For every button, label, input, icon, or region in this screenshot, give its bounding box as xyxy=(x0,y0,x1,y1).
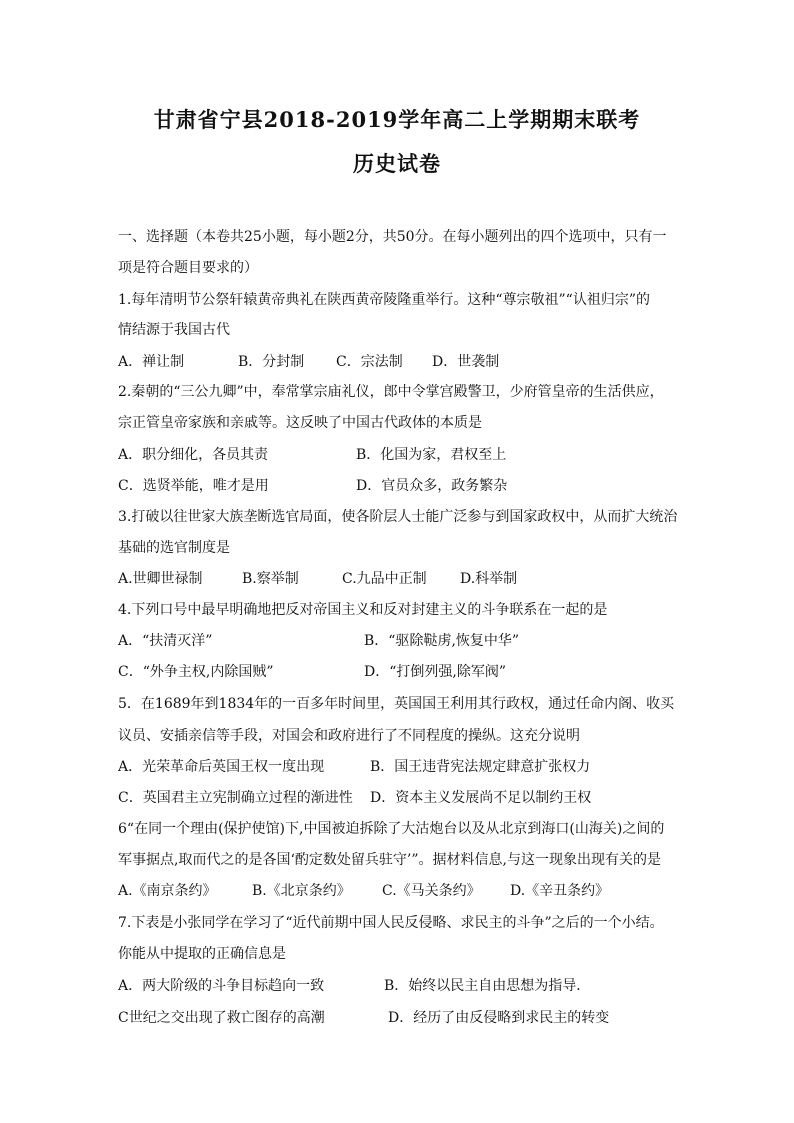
question-2-stem-line-1: 2.秦朝的“三公九卿”中，奉常掌宗庙礼仪，郎中令掌宫殿警卫，少府管皇帝的生活供应， xyxy=(118,384,664,400)
question-1-option-b: B．分封制 xyxy=(238,354,305,370)
question-6-option-a: A.《南京条约》 xyxy=(118,883,217,899)
question-7-stem-line-2: 你能从中提取的正确信息是 xyxy=(118,946,286,962)
exam-subject: 历史试卷 xyxy=(353,151,441,176)
question-6-stem-line-1: 6“在同一个理由(保护使馆)下,中国被迫拆除了大沽炮台以及从北京到海口(山海关)之间的 xyxy=(118,821,665,837)
question-6-stem-line-2: 军事据点,取而代之的是各国‘酌定数处留兵驻守’”。据材料信息,与这一现象出现有关的是 xyxy=(118,852,661,868)
question-3-stem-line-2: 基础的选官制度是 xyxy=(118,540,230,556)
question-2-option-c: C．选贤举能，唯才是用 xyxy=(118,478,269,494)
question-5-option-d: D．资本主义发展尚不足以制约王权 xyxy=(370,790,592,806)
question-3-option-b: B.察举制 xyxy=(242,571,299,587)
question-7-option-a: A．两大阶级的斗争目标趋向一致 xyxy=(118,978,325,994)
question-5-stem-line-1: 5．在1689年到1834年的一百多年时间里，英国国王利用其行政权，通过任命内阁、收买 xyxy=(118,696,675,712)
question-7-option-d: D．经历了由反侵略到求民主的转变 xyxy=(388,1010,610,1026)
exam-title: 甘肃省宁县2018-2019学年高二上学期期末联考 xyxy=(153,107,641,132)
section-instructions-line-1: 一、选择题（本卷共25小题，每小题2分，共50分。在每小题列出的四个选项中，只有一 xyxy=(118,229,667,245)
question-3-option-d: D.科举制 xyxy=(460,571,518,587)
question-4-option-a: A．“扶清灭洋” xyxy=(118,633,213,649)
question-5-option-b: B．国王违背宪法规定肆意扩张权力 xyxy=(370,759,591,775)
question-4-option-b: B．“驱除鞑虏,恢复中华” xyxy=(364,633,520,649)
question-6-option-c: C.《马关条约》 xyxy=(382,883,481,899)
question-5-option-c: C．英国君主立宪制确立过程的渐进性 xyxy=(118,790,353,806)
question-1-option-a: A．禅让制 xyxy=(118,354,185,370)
question-3-option-a: A.世卿世禄制 xyxy=(118,571,203,587)
question-2-stem-line-2: 宗正管皇帝家族和亲戚等。这反映了中国古代政体的本质是 xyxy=(118,415,482,431)
question-7-stem-line-1: 7.下表是小张同学在学习了“近代前期中国人民反侵略、求民主的斗争”之后的一个小结。 xyxy=(118,915,664,931)
question-4-option-c: C．“外争主权,内除国贼” xyxy=(118,664,274,680)
question-1-option-c: C．宗法制 xyxy=(336,354,403,370)
question-3-option-c: C.九品中正制 xyxy=(342,571,427,587)
question-4-stem: 4.下列口号中最早明确地把反对帝国主义和反对封建主义的斗争联系在一起的是 xyxy=(118,602,608,618)
question-4-option-d: D．“打倒列强,除军阀” xyxy=(364,664,506,680)
question-1-option-d: D．世袭制 xyxy=(432,354,500,370)
question-2-option-a: A．职分细化，各员其责 xyxy=(118,447,269,463)
section-instructions-line-2: 项是符合题目要求的） xyxy=(118,260,258,276)
question-6-option-b: B.《北京条约》 xyxy=(252,883,351,899)
question-7-option-c: C世纪之交出现了救亡图存的高潮 xyxy=(118,1010,325,1026)
question-5-option-a: A．光荣革命后英国王权一度出现 xyxy=(118,759,325,775)
question-5-stem-line-2: 议员、安插亲信等手段，对国会和政府进行了不同程度的操纵。这充分说明 xyxy=(118,728,580,744)
question-6-option-d: D.《辛丑条约》 xyxy=(510,883,610,899)
question-2-option-b: B．化国为家，君权至上 xyxy=(356,447,507,463)
question-1-stem-line-1: 1.每年清明节公祭轩辕黄帝典礼在陕西黄帝陵隆重举行。这种“尊宗敬祖”“认祖归宗”的 xyxy=(118,292,650,308)
question-2-option-d: D．官员众多，政务繁杂 xyxy=(356,478,508,494)
question-1-stem-line-2: 情结源于我国古代 xyxy=(118,322,230,338)
question-7-option-b: B．始终以民主自由思想为指导． xyxy=(384,978,591,994)
question-3-stem-line-1: 3.打破以往世家大族垄断选官局面，使各阶层人士能广泛参与到国家政权中，从而扩大统治 xyxy=(118,509,678,525)
